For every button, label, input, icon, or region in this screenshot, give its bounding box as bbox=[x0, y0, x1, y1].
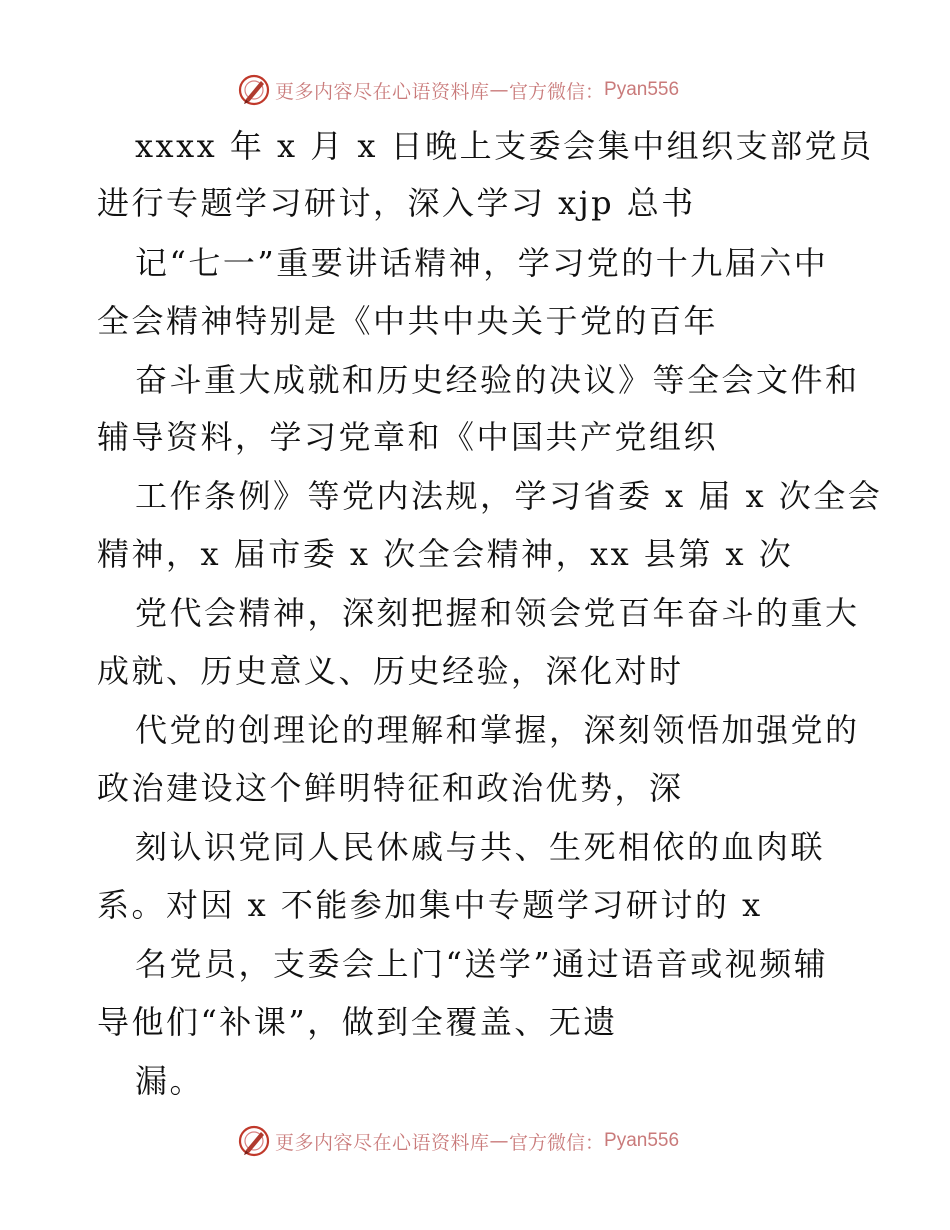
text-line-13: 刻认识党同人民休戚与共、生死相依的血肉联 bbox=[135, 828, 826, 866]
text-line-8: 精神，x 届市委 x 次全会精神，xx 县第 x 次 bbox=[97, 535, 794, 573]
text-line-5: 奋斗重大成就和历史经验的决议》等全会文件和 bbox=[135, 361, 860, 399]
text-line-4: 全会精神特别是《中共中央关于党的百年 bbox=[97, 302, 719, 340]
pen-logo-icon bbox=[237, 1124, 271, 1158]
text-line-6: 辅导资料，学习党章和《中国共产党组织 bbox=[97, 418, 719, 456]
text-line-10: 成就、历史意义、历史经验，深化对时 bbox=[97, 652, 684, 690]
text-line-14: 系。对因 x 不能参加集中专题学习研讨的 x bbox=[97, 886, 763, 924]
banner-wechat-id: Pyan556 bbox=[604, 79, 680, 100]
banner-wechat-label: 官方微信： bbox=[509, 1131, 605, 1154]
footer-banner bbox=[237, 1123, 679, 1159]
banner-text: 更多内容尽在心语资料库 bbox=[275, 80, 490, 103]
text-line-9: 党代会精神，深刻把握和领会党百年奋斗的重大 bbox=[135, 594, 860, 632]
banner-dash: — bbox=[489, 1130, 510, 1152]
text-line-2: 进行专题学习研讨，深入学习 xjp 总书 bbox=[97, 184, 696, 222]
text-line-17: 漏。 bbox=[135, 1062, 205, 1100]
banner-text: 更多内容尽在心语资料库 bbox=[275, 1131, 490, 1154]
text-line-11: 代党的创理论的理解和掌握，深刻领悟加强党的 bbox=[135, 711, 860, 749]
text-line-15: 名党员，支委会上门“送学”通过语音或视频辅 bbox=[135, 945, 829, 983]
text-line-12: 政治建设这个鲜明特征和政治优势，深 bbox=[97, 769, 684, 807]
banner-dash: — bbox=[489, 79, 510, 101]
text-line-3: 记“七一”重要讲话精神，学习党的十九届六中 bbox=[135, 244, 829, 282]
banner-wechat-label: 官方微信： bbox=[509, 80, 605, 103]
banner-wechat-id: Pyan556 bbox=[604, 1130, 680, 1151]
text-line-16: 导他们“补课”，做到全覆盖、无遗 bbox=[97, 1003, 618, 1041]
text-line-7: 工作条例》等党内法规，学习省委 x 届 x 次全会 bbox=[135, 477, 883, 515]
text-line-1: xxxx 年 x 月 x 日晚上支委会集中组织支部党员 bbox=[135, 127, 874, 165]
